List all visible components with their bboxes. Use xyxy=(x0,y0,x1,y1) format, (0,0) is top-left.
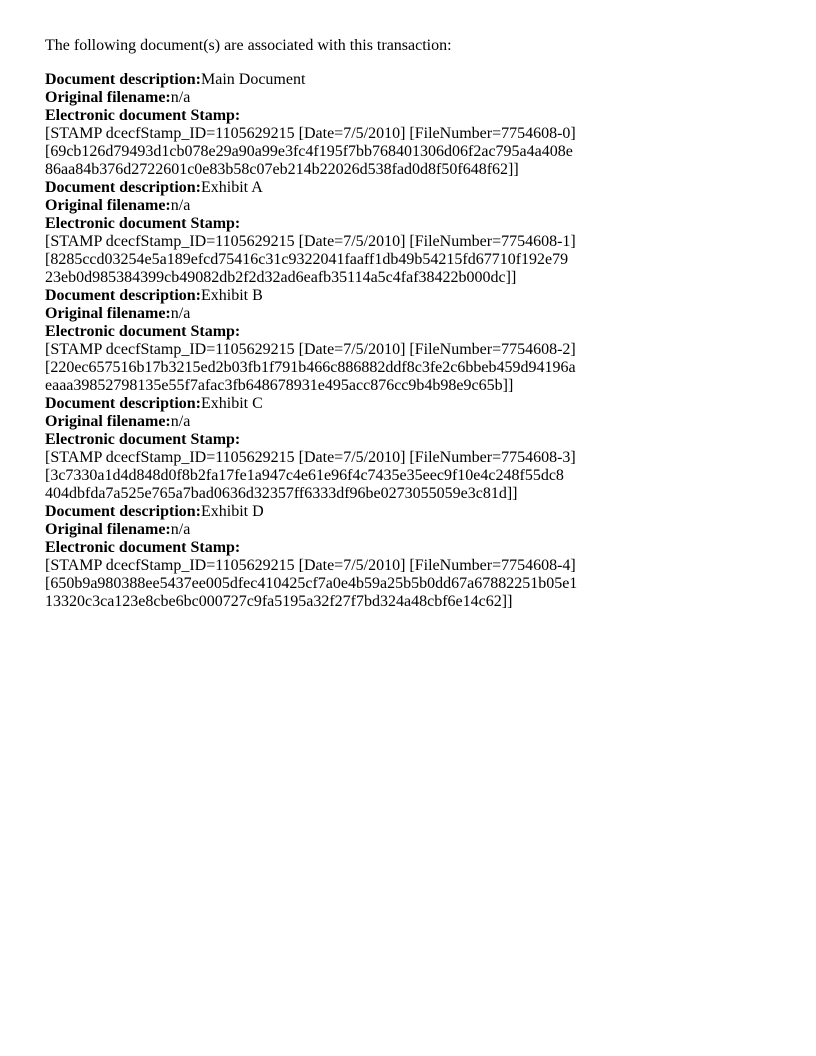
document-page xyxy=(45,37,785,611)
description-value: Exhibit B xyxy=(200,287,263,304)
stamp-label: Electronic document Stamp: xyxy=(45,323,241,340)
stamp-line: [STAMP dcecfStamp_ID=1105629215 [Date=7/5/2010] [FileNumber=7754608-3] xyxy=(45,449,576,466)
filename-value: n/a xyxy=(170,521,191,538)
document-entry-main xyxy=(45,71,785,179)
filename-label: Original filename: xyxy=(45,89,171,106)
description-value: Main Document xyxy=(200,71,306,88)
filename-line xyxy=(45,89,785,107)
filename-line xyxy=(45,305,785,323)
description-line xyxy=(45,179,785,197)
description-value: Exhibit D xyxy=(200,503,264,520)
document-entry-exhibit-c xyxy=(45,395,785,503)
filename-value: n/a xyxy=(170,305,191,322)
description-value: Exhibit A xyxy=(200,179,263,196)
description-label: Document description: xyxy=(45,71,201,88)
stamp-line: [3c7330a1d4d848d0f8b2fa17fe1a947c4e61e96f4c7435e35eec9f10e4c248f55dc8 xyxy=(45,467,564,484)
description-label: Document description: xyxy=(45,287,201,304)
stamp-line: [8285ccd03254e5a189efcd75416c31c9322041faaff1db49b54215fd67710f192e79 xyxy=(45,251,569,268)
stamp-label: Electronic document Stamp: xyxy=(45,107,241,124)
stamp-label: Electronic document Stamp: xyxy=(45,539,241,556)
filename-line xyxy=(45,413,785,431)
stamp-line: [STAMP dcecfStamp_ID=1105629215 [Date=7/5/2010] [FileNumber=7754608-1] xyxy=(45,233,576,250)
description-line xyxy=(45,503,785,521)
description-line xyxy=(45,395,785,413)
stamp-line: [STAMP dcecfStamp_ID=1105629215 [Date=7/5/2010] [FileNumber=7754608-2] xyxy=(45,341,576,358)
stamp-line: eaaa39852798135e55f7afac3fb648678931e495acc876cc9b4b98e9c65b]] xyxy=(45,377,514,394)
intro-text: The following document(s) are associated with this transaction: xyxy=(45,37,452,54)
description-label: Document description: xyxy=(45,395,201,412)
filename-label: Original filename: xyxy=(45,305,171,322)
filename-label: Original filename: xyxy=(45,521,171,538)
filename-label: Original filename: xyxy=(45,197,171,214)
document-entry-exhibit-b xyxy=(45,287,785,395)
stamp-line: [STAMP dcecfStamp_ID=1105629215 [Date=7/5/2010] [FileNumber=7754608-4] xyxy=(45,557,576,574)
document-entry-exhibit-d xyxy=(45,503,785,611)
filename-label: Original filename: xyxy=(45,413,171,430)
description-value: Exhibit C xyxy=(200,395,263,412)
stamp-line: [STAMP dcecfStamp_ID=1105629215 [Date=7/5/2010] [FileNumber=7754608-0] xyxy=(45,125,576,142)
description-label: Document description: xyxy=(45,179,201,196)
description-line xyxy=(45,71,785,89)
stamp-line: [650b9a980388ee5437ee005dfec410425cf7a0e4b59a25b5b0dd67a67882251b05e1 xyxy=(45,575,578,592)
stamp-line: 13320c3ca123e8cbe6bc000727c9fa5195a32f27f7bd324a48cbf6e14c62]] xyxy=(45,593,513,610)
stamp-line: [220ec657516b17b3215ed2b03fb1f791b466c886882ddf8c3fe2c6bbeb459d94196a xyxy=(45,359,576,376)
stamp-line: 86aa84b376d2722601c0e83b58c07eb214b22026d538fad0d8f50f648f62]] xyxy=(45,161,519,178)
stamp-label: Electronic document Stamp: xyxy=(45,215,241,232)
description-label: Document description: xyxy=(45,503,201,520)
document-entry-exhibit-a xyxy=(45,179,785,287)
filename-value: n/a xyxy=(170,89,191,106)
stamp-label: Electronic document Stamp: xyxy=(45,431,241,448)
filename-line xyxy=(45,521,785,539)
description-line xyxy=(45,287,785,305)
stamp-line: 23eb0d985384399cb49082db2f2d32ad6eafb35114a5c4faf38422b000dc]] xyxy=(45,269,517,286)
stamp-line: [69cb126d79493d1cb078e29a90a99e3fc4f195f7bb768401306d06f2ac795a4a408e xyxy=(45,143,573,160)
stamp-line: 404dbfda7a525e765a7bad0636d32357ff6333df96be0273055059e3c81d]] xyxy=(45,485,518,502)
filename-value: n/a xyxy=(170,413,191,430)
filename-value: n/a xyxy=(170,197,191,214)
filename-line xyxy=(45,197,785,215)
